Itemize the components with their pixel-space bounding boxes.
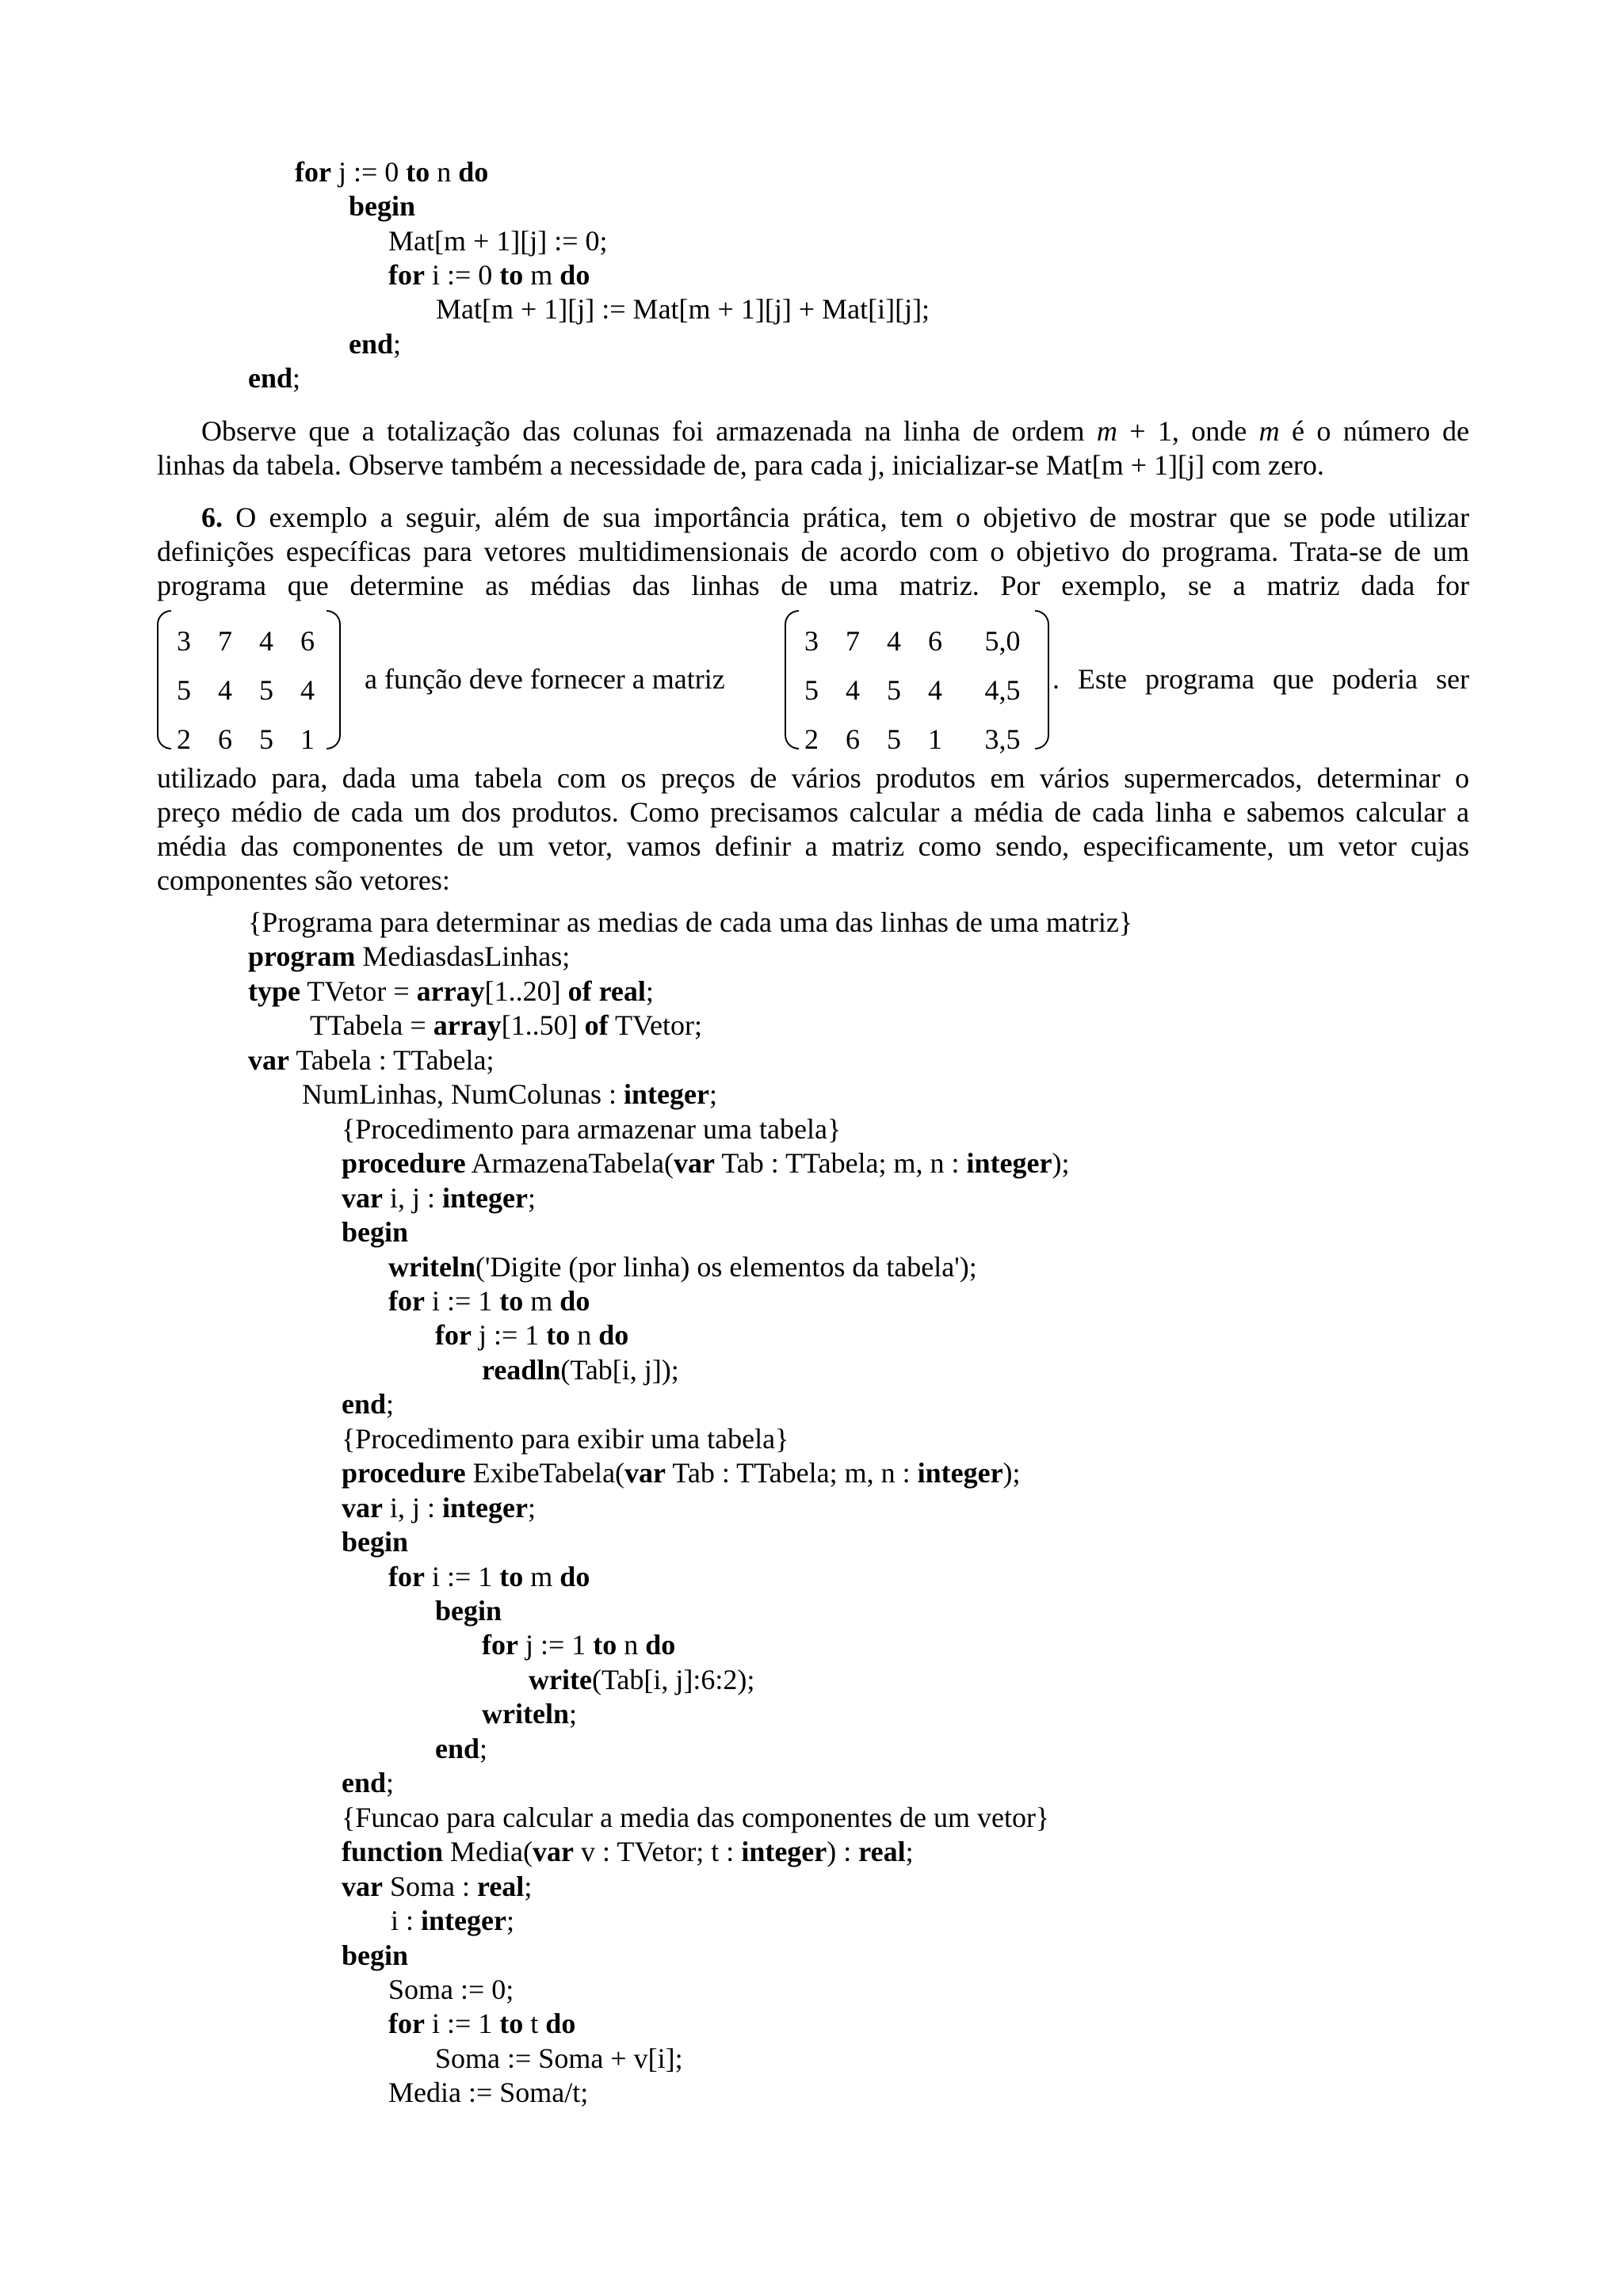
code-keyword: begin [349,190,416,223]
code-line [342,1181,536,1215]
paragraph-line: programa que determine as médias das linhas de uma matriz. Por exemplo, se a matriz dada for [157,570,1469,601]
paragraph-line: utilizado para, dada uma tabela com os preços de vários produtos em vários supermercados, determinar o [157,762,1469,794]
matrix-cell: 4,5 [984,674,1021,706]
code-line [248,906,1132,940]
code-keyword: of [584,1009,609,1042]
code-line [342,1801,1049,1835]
code-keyword: program [248,940,356,973]
paragraph-line [157,414,1469,448]
code-text: Media := Soma/t; [388,2077,589,2109]
code-text: ; [708,1078,717,1111]
code-keyword: do [559,258,590,291]
code-line [248,940,570,974]
code-keyword: end [342,1767,387,1799]
code-text: ; [386,1767,395,1799]
code-keyword: integer [623,1078,709,1111]
code-text: NumLinhas, NumColunas : [302,1078,624,1111]
code-line [342,1835,914,1869]
code-line [435,1318,628,1352]
code-keyword: for [482,1629,518,1661]
code-text: ; [527,1181,536,1214]
matrix-cell: 4 [300,674,315,706]
matrix-cell: 6 [300,625,315,657]
code-keyword: to [499,1560,524,1592]
code-keyword: begin [435,1595,502,1627]
code-keyword: for [388,1560,425,1592]
matrix-cell: 7 [846,625,860,657]
code-text: [1..20] [484,974,568,1007]
paragraph-line: definições específicas para vetores multidimensionais de acordo com o objetivo do programa. Trata-se de um [157,536,1469,567]
code-line [388,258,590,292]
code-keyword: for [388,1284,425,1317]
code-line [349,327,401,361]
code-line [342,1766,394,1800]
matrix-cell: 4 [846,674,860,706]
code-text: n [430,156,459,188]
code-text: m [523,258,560,291]
code-text: ('Digite (por linha) os elementos da tabela'); [475,1250,977,1283]
code-text: Tab : TTabela; m, n : [666,1457,918,1489]
code-keyword: begin [342,1526,409,1558]
matrix-cell: 6 [218,723,232,755]
code-line [342,1422,789,1456]
code-keyword: real [598,974,646,1007]
code-text: {Procedimento para exibir uma tabela} [342,1422,789,1455]
math-variable: m [1096,415,1117,447]
code-keyword: procedure [342,1457,466,1489]
text-run: + 1, onde [1117,415,1259,447]
code-text: j := 0 [330,156,407,188]
code-line [388,1250,977,1284]
code-keyword: procedure [342,1147,466,1180]
paragraph-line: linhas da tabela. Observe também a necessidade de, para cada j, inicializar-se Mat[m + 1][j] com zero. [157,449,1324,481]
code-line [248,974,654,1009]
code-line [302,1077,717,1112]
code-line [349,189,415,223]
matrix-cell: 5 [887,723,901,755]
code-keyword: to [499,2008,524,2040]
code-line [529,1663,754,1697]
code-text: i, j : [382,1491,442,1524]
code-keyword: var [342,1491,383,1524]
code-keyword: var [624,1457,666,1489]
code-line [482,1628,675,1662]
code-keyword: end [435,1732,480,1764]
code-text: ; [568,1698,577,1730]
code-keyword: do [645,1629,676,1661]
code-keyword: integer [442,1491,528,1524]
matrix-cell: 2 [804,723,819,755]
code-keyword: to [499,1284,524,1317]
code-line [436,292,930,326]
right-parenthesis [327,610,341,749]
code-line [342,1491,536,1525]
item-number: 6. [201,502,223,533]
code-text: m [523,1284,560,1317]
code-line [342,1939,408,1973]
code-keyword: var [533,1836,574,1868]
code-text [592,975,599,1007]
code-text: ExibeTabela( [465,1457,625,1489]
right-parenthesis [1035,610,1049,749]
code-keyword: end [248,361,293,394]
code-line [482,1353,679,1387]
code-text: ArmazenaTabela( [465,1147,674,1180]
code-text: Mat[m + 1][j] := 0; [388,224,608,257]
code-line [391,1904,514,1938]
code-text: i := 1 [424,2008,500,2040]
code-line [388,224,608,258]
code-text: [1..50] [501,1009,585,1042]
code-keyword: for [435,1319,472,1352]
code-text: ; [645,974,654,1007]
code-text: m [523,1560,560,1592]
code-text: i := 0 [424,258,500,291]
code-line [310,1009,702,1043]
matrix-cell: 1 [300,723,315,755]
code-keyword: write [529,1663,592,1695]
paragraph-line: preço médio de cada um dos produtos. Como precisamos calcular a média de cada linha e sabemos calcular a [157,796,1469,828]
matrix-cell: 4 [259,625,273,657]
code-text: ; [506,1905,514,1937]
code-keyword: do [559,1560,590,1592]
code-text: ); [1002,1457,1021,1489]
code-keyword: end [342,1388,387,1421]
code-text: ; [905,1836,914,1868]
code-text: {Procedimento para armazenar uma tabela} [342,1112,842,1145]
code-text: Tabela : TTabela; [288,1043,495,1076]
matrix-cell: 3 [804,625,819,657]
code-text: TVetor = [300,974,417,1007]
code-text: ; [292,361,301,394]
code-text: i : [391,1905,422,1937]
matrix-cell: 4 [887,625,901,657]
code-keyword: integer [741,1836,827,1868]
code-line [388,1560,590,1594]
code-keyword: writeln [482,1698,569,1730]
code-keyword: do [458,156,489,188]
math-variable: m [1258,415,1280,447]
code-line [388,1973,514,2007]
code-text: j := 1 [517,1629,594,1661]
code-keyword: do [598,1319,629,1352]
code-text: Media( [443,1836,533,1868]
code-line [248,1043,495,1077]
code-text: ; [393,327,402,360]
code-text: (Tab[i, j]); [560,1353,679,1386]
matrix-cell: 5 [177,674,191,706]
code-text: (Tab[i, j]:6:2); [591,1663,755,1695]
code-keyword: for [295,156,331,188]
code-text: TVetor; [608,1009,702,1042]
code-line [388,2076,588,2110]
matrix-cell: 4 [218,674,232,706]
matrix-cell: 6 [928,625,942,657]
matrix-trailing-text: . Este programa que poderia ser [1052,663,1469,695]
code-text: Soma := Soma + v[i]; [435,2042,683,2074]
code-keyword: to [546,1319,571,1352]
code-line [435,2042,683,2076]
matrix-cell: 5 [887,674,901,706]
code-keyword: function [342,1836,444,1868]
code-keyword: to [499,258,524,291]
code-text: {Funcao para calcular a media das componentes de um vetor} [342,1801,1050,1833]
paragraph-explanation [157,761,1469,898]
code-text: ) : [827,1836,859,1868]
text-run: O exemplo a seguir, além de sua importância prática, tem o objetivo de mostrar que se pode utilizar [223,502,1469,533]
code-keyword: writeln [388,1250,475,1283]
paragraph-example-6 [157,501,1469,603]
code-text: i, j : [382,1181,442,1214]
code-text: i := 1 [424,1560,500,1592]
code-keyword: var [342,1870,383,1902]
code-keyword: integer [966,1147,1052,1180]
code-text: ; [527,1491,536,1524]
matrix-cell: 3,5 [984,723,1021,755]
code-keyword: of [567,974,592,1007]
text-run: Observe que a totalização das colunas foi armazenada na linha de ordem [201,415,1097,447]
code-line [342,1146,1070,1180]
code-keyword: to [593,1629,617,1661]
code-text: t [523,2008,546,2040]
matrix-cell: 5 [259,674,273,706]
code-text: ; [386,1388,395,1421]
code-line [248,361,300,395]
matrix-cell: 1 [928,723,942,755]
code-text: Tab : TTabela; m, n : [714,1147,967,1180]
code-line [388,1284,590,1318]
matrix-cell: 5,0 [984,625,1021,657]
code-line [342,1387,394,1421]
code-keyword: var [342,1181,383,1214]
code-line [342,1525,408,1559]
code-text: j := 1 [471,1319,547,1352]
code-line [435,1732,487,1766]
code-keyword: do [559,1284,590,1317]
code-text: TTabela = [310,1009,433,1042]
matrix-caption: a função deve fornecer a matriz [365,663,725,695]
code-keyword: integer [442,1181,528,1214]
code-keyword: type [248,974,300,1007]
code-line [342,1456,1021,1490]
matrix-cell: 6 [846,723,860,755]
code-text: MediasdasLinhas; [355,940,571,973]
code-line [435,1594,502,1628]
code-text: ); [1052,1147,1070,1180]
code-text: Mat[m + 1][j] := Mat[m + 1][j] + Mat[i][j]; [436,293,930,326]
code-keyword: real [477,1870,525,1902]
code-text: Soma : [382,1870,477,1902]
code-keyword: begin [342,1939,409,1971]
matrix-cell: 5 [259,723,273,755]
code-keyword: var [673,1147,715,1180]
paragraph-line: componentes são vetores: [157,864,450,896]
paragraph-line [157,501,1469,535]
code-keyword: end [349,327,394,360]
code-keyword: var [248,1043,289,1076]
code-text: Soma := 0; [388,1973,514,2005]
code-line [342,1215,408,1249]
matrix-cell: 3 [177,625,191,657]
code-line [295,155,488,189]
code-keyword: readln [482,1353,561,1386]
matrix-output [785,608,1049,755]
code-keyword: do [545,2008,576,2040]
code-line [342,1870,532,1904]
code-keyword: for [388,2008,425,2040]
paragraph-line: média das componentes de um vetor, vamos definir a matriz como sendo, especificamente, um vetor cujas [157,830,1469,862]
matrix-example-row [157,608,1469,755]
matrix-cell: 4 [928,674,942,706]
code-keyword: integer [421,1905,506,1937]
code-text: v : TVetor; t : [573,1836,742,1868]
code-line [482,1697,577,1731]
matrix-cell: 2 [177,723,191,755]
code-text: {Programa para determinar as medias de cada uma das linhas de uma matriz} [248,906,1133,938]
code-text: i := 1 [424,1284,500,1317]
code-text: n [570,1319,599,1352]
code-keyword: array [416,974,485,1007]
matrix-cell: 7 [218,625,232,657]
paragraph-totalization [157,414,1469,482]
code-keyword: for [388,258,425,291]
matrix-input [157,608,341,755]
code-line [388,2007,575,2041]
text-run: é o número de [1279,415,1470,447]
matrix-cell: 5 [804,674,819,706]
code-keyword: begin [342,1216,409,1249]
code-text: ; [479,1732,488,1764]
code-text: ; [524,1870,533,1902]
code-line [342,1112,841,1146]
code-keyword: to [406,156,430,188]
code-text: n [617,1629,646,1661]
code-keyword: real [858,1836,906,1868]
code-keyword: array [433,1009,502,1042]
code-keyword: integer [917,1457,1003,1489]
